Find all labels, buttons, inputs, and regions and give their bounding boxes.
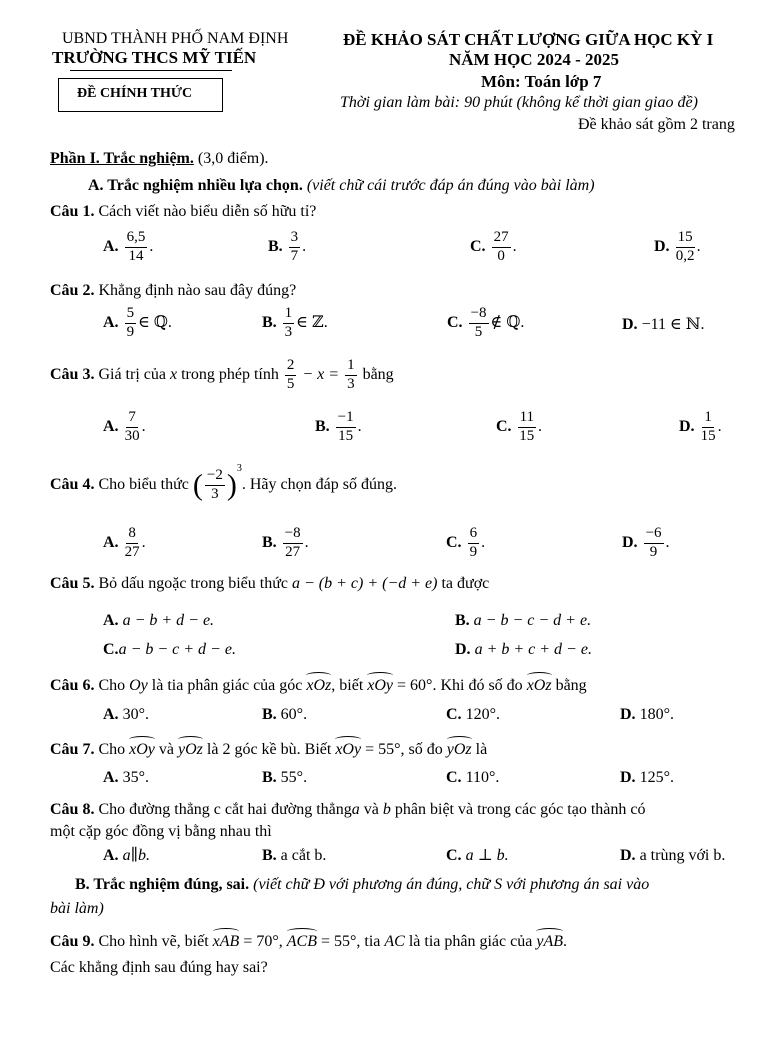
- denominator: 3: [284, 323, 293, 340]
- numerator: 1: [283, 306, 295, 324]
- q8-variable: b: [382, 801, 391, 818]
- denominator: 3: [211, 485, 219, 502]
- denominator: 0,2: [675, 247, 695, 264]
- section-b-heading: [75, 876, 649, 894]
- q8-variable: a: [351, 801, 360, 818]
- exponent: 3: [236, 463, 242, 474]
- numerator: 3: [289, 230, 301, 248]
- denominator: 14: [128, 247, 144, 264]
- option-text: a + b + c + d − e.: [474, 641, 592, 658]
- numerator: 7: [126, 410, 138, 428]
- option-letter: A.: [103, 417, 119, 435]
- q2-option-d: [622, 316, 704, 334]
- option-letter: A.: [103, 533, 119, 551]
- denominator: 9: [649, 543, 658, 560]
- option-letter: D.: [679, 417, 695, 435]
- q9-label: Câu 9.: [50, 933, 95, 950]
- option-text: 125°.: [639, 769, 674, 786]
- q2-option-b: [262, 306, 328, 341]
- q6-option-a: [103, 706, 149, 724]
- q5-expression: a − (b + c) + (−d + e): [291, 575, 438, 592]
- numerator: 6: [468, 526, 480, 544]
- option-letter: C.: [446, 533, 462, 551]
- q9-text: ,: [278, 933, 283, 950]
- section-a-heading: [88, 177, 595, 195]
- q9-line2: Các khẳng định sau đúng hay sai?: [50, 959, 268, 976]
- option-text: 120°.: [465, 706, 500, 723]
- page-count: Đề khảo sát gồm 2 trang: [578, 116, 735, 133]
- option-text: 55°.: [280, 769, 308, 786]
- numerator: −8: [469, 306, 489, 324]
- denominator: 15: [338, 427, 354, 444]
- option-letter: C.: [446, 769, 462, 786]
- q5-text: ta được: [441, 575, 490, 592]
- q7-text: và: [158, 741, 174, 758]
- q9-ray: AC: [384, 933, 405, 950]
- q2-stem: [50, 282, 296, 300]
- q9-text: là tia phân giác của: [408, 933, 533, 950]
- option-letter: A.: [103, 237, 119, 255]
- q1-option-d: D. $\frac{15}{0,2}$ .: [654, 229, 701, 264]
- angle: xOy: [335, 738, 361, 759]
- angle: yOz: [447, 738, 472, 759]
- option-letter: B.: [262, 706, 277, 723]
- q8-stem-line1: [50, 801, 645, 819]
- option-letter: B.: [262, 769, 277, 786]
- section-b-title: B. Trắc nghiệm đúng, sai.: [75, 876, 250, 893]
- part1-heading: [50, 150, 269, 168]
- q5-option-c: [103, 641, 236, 659]
- q4-label: Câu 4.: [50, 476, 95, 493]
- option-letter: D.: [455, 641, 471, 658]
- angle: xOy: [367, 674, 393, 695]
- q2-option-c: [447, 306, 524, 341]
- option-text: 180°.: [639, 706, 674, 723]
- q7-text: là 2 góc kề bù. Biết: [206, 741, 332, 758]
- q3-label: Câu 3.: [50, 365, 95, 383]
- q2-label: Câu 2.: [50, 282, 95, 299]
- q6-value: = 60°: [397, 677, 433, 694]
- q8-stem-line2: một cặp góc đồng vị bằng nhau thì: [50, 823, 272, 840]
- numerator: 5: [125, 306, 137, 324]
- q7-value: = 55°: [365, 741, 401, 758]
- option-text: a − b − c − d + e.: [473, 612, 592, 629]
- numerator: 15: [676, 230, 695, 248]
- option-letter: B.: [262, 313, 277, 331]
- relation: ∈ ℤ.: [296, 313, 328, 331]
- denominator: 0: [497, 247, 505, 264]
- q6-text: Cho: [98, 677, 126, 694]
- option-letter: B.: [268, 237, 283, 255]
- q5-option-a: [103, 612, 214, 630]
- q3-option-a: A. $\frac{7}{30}$ .: [103, 409, 146, 444]
- q8-option-c: [446, 847, 509, 865]
- option-text: a∥b.: [122, 847, 150, 864]
- angle: ACB: [287, 930, 317, 951]
- option-letter: D.: [620, 769, 636, 786]
- q3-option-d: D. $\frac{1}{15}$ .: [679, 409, 722, 444]
- section-b-note-cont: bài làm): [50, 900, 104, 917]
- q7-label: Câu 7.: [50, 741, 95, 758]
- option-text: a cắt b.: [280, 847, 327, 864]
- option-letter: B.: [455, 612, 470, 629]
- q9-value: = 70°: [243, 933, 279, 950]
- q9-stem: [50, 930, 567, 951]
- q6-label: Câu 6.: [50, 677, 95, 694]
- q8-text: Cho đường thẳng c cắt hai đường thẳng: [98, 801, 352, 818]
- denominator: 9: [126, 323, 135, 340]
- q1-stem: [50, 203, 316, 221]
- q6-text: là tia phân giác của góc: [151, 677, 303, 694]
- q4-stem: [50, 463, 397, 503]
- denominator: 5: [286, 375, 295, 392]
- option-text: 110°.: [465, 769, 500, 786]
- denominator: 15: [700, 427, 716, 444]
- left-paren: (: [192, 468, 203, 502]
- option-letter: A.: [103, 847, 119, 864]
- part1-points: (3,0 điểm).: [197, 150, 269, 167]
- q7-stem: [50, 738, 487, 759]
- exam-time: Thời gian làm bài: 90 phút (không kể thời gian giao đề): [340, 94, 698, 111]
- q2-text: Khẳng định nào sau đây đúng?: [98, 282, 297, 299]
- relation: ∉ ℚ.: [490, 313, 525, 331]
- district-name: UBND THÀNH PHỐ NAM ĐỊNH: [62, 30, 289, 47]
- q4-option-a: A. $\frac{8}{27}$ .: [103, 525, 146, 560]
- q5-stem: [50, 575, 489, 593]
- denominator: 30: [124, 427, 140, 444]
- option-letter: C.: [446, 847, 462, 864]
- q4-text: . Hãy chọn đáp số đúng.: [241, 476, 397, 493]
- angle: yOz: [178, 738, 203, 759]
- option-letter: C.: [496, 417, 512, 435]
- q3-text: bằng: [362, 365, 394, 383]
- q7-option-b: [262, 769, 307, 787]
- q1-option-c: C. $\frac{27}{0}$ .: [470, 229, 517, 264]
- q1-label: Câu 1.: [50, 203, 95, 220]
- option-letter: B.: [262, 847, 277, 864]
- angle: xOy: [129, 738, 155, 759]
- numerator: −2: [205, 468, 225, 486]
- q7-option-a: [103, 769, 149, 787]
- q5-text: Bỏ dấu ngoặc trong biểu thức: [98, 575, 288, 592]
- q8-text: và: [363, 801, 379, 818]
- q3-text: trong phép tính: [181, 365, 279, 383]
- option-letter: B.: [262, 533, 277, 551]
- q5-option-d: [455, 641, 592, 659]
- option-letter: A.: [103, 706, 119, 723]
- option-text: a trùng với b.: [639, 847, 726, 864]
- numerator: −1: [336, 410, 356, 428]
- option-letter: C.: [446, 706, 462, 723]
- exam-title: ĐỀ KHẢO SÁT CHẤT LƯỢNG GIỮA HỌC KỲ I: [343, 30, 714, 49]
- q3-expression: − x =: [302, 365, 340, 383]
- official-badge: ĐỀ CHÍNH THỨC: [77, 86, 193, 101]
- option-letter: C.: [103, 641, 119, 658]
- numerator: 1: [345, 358, 357, 376]
- q1-text: Cách viết nào biểu diễn số hữu tỉ?: [98, 203, 317, 220]
- q6-option-c: [446, 706, 500, 724]
- relation: ∈ ℚ.: [138, 313, 172, 331]
- q9-value: = 55°: [320, 933, 357, 950]
- numerator: −8: [283, 526, 303, 544]
- section-a-note: (viết chữ cái trước đáp án đúng vào bài làm): [306, 177, 595, 194]
- q4-option-d: D. $\frac{-6}{9}$ .: [622, 525, 670, 560]
- q7-text: là: [475, 741, 488, 758]
- option-letter: D.: [620, 706, 636, 723]
- right-paren: ): [226, 468, 237, 502]
- q8-option-b: [262, 847, 326, 865]
- numerator: 1: [702, 410, 714, 428]
- angle: xAB: [213, 930, 240, 951]
- q9-text: , tia: [356, 933, 381, 950]
- option-text: 30°.: [122, 706, 149, 723]
- numerator: −6: [644, 526, 664, 544]
- q7-text: Cho: [98, 741, 126, 758]
- q8-option-d: [620, 847, 725, 865]
- option-text: a − b − c + d − e.: [118, 641, 236, 658]
- section-b-note: (viết chữ Đ với phương án đúng, chữ S với phương án sai vào: [253, 876, 650, 893]
- option-letter: D.: [622, 533, 638, 551]
- q8-label: Câu 8.: [50, 801, 95, 818]
- q4-text: Cho biểu thức: [98, 476, 189, 493]
- numerator: 6,5: [125, 230, 148, 248]
- school-year: NĂM HỌC 2024 - 2025: [449, 50, 619, 69]
- school-underline: [70, 70, 232, 71]
- option-letter: C.: [447, 313, 463, 331]
- q6-text: , biết: [331, 677, 364, 694]
- option-text: 35°.: [122, 769, 149, 786]
- option-letter: C.: [470, 237, 486, 255]
- q3-option-b: B. $\frac{-1}{15}$ .: [315, 409, 362, 444]
- q8-text: phân biệt và trong các góc tạo thành có: [394, 801, 646, 818]
- school-name: TRƯỜNG THCS MỸ TIẾN: [52, 48, 257, 67]
- q5-label: Câu 5.: [50, 575, 95, 592]
- option-text: a ⊥ b.: [465, 847, 509, 864]
- q3-option-c: C. $\frac{11}{15}$ .: [496, 409, 543, 444]
- q7-text: , số đo: [400, 741, 443, 758]
- q8-option-a: [103, 847, 150, 865]
- option-text: −11 ∈ ℕ.: [641, 316, 705, 333]
- option-text: a − b + d − e.: [122, 612, 215, 629]
- option-letter: B.: [315, 417, 330, 435]
- q1-option-a: A. $\frac{6,5}{14}$ .: [103, 229, 154, 264]
- q6-text: bằng: [555, 677, 587, 694]
- denominator: 7: [290, 247, 299, 264]
- part1-title: Phần I. Trắc nghiệm.: [50, 150, 194, 167]
- angle: yAB: [536, 930, 563, 951]
- denominator: 3: [347, 375, 355, 392]
- q6-ray: Oy: [129, 677, 148, 694]
- option-letter: A.: [103, 612, 119, 629]
- numerator: 11: [518, 410, 536, 428]
- q6-stem: [50, 674, 587, 695]
- q3-stem: [50, 358, 394, 393]
- denominator: 27: [285, 543, 301, 560]
- denominator: 27: [124, 543, 140, 560]
- q3-text: Giá trị của: [98, 365, 166, 383]
- numerator: 27: [492, 230, 511, 248]
- angle: xOz: [306, 674, 331, 695]
- q6-option-b: [262, 706, 307, 724]
- option-letter: D.: [620, 847, 636, 864]
- option-letter: D.: [622, 316, 638, 333]
- q6-text: . Khi đó số đo: [432, 677, 523, 694]
- numerator: 2: [285, 358, 297, 376]
- numerator: 8: [126, 526, 138, 544]
- q6-option-d: [620, 706, 674, 724]
- q4-option-b: B. $\frac{-8}{27}$ .: [262, 525, 309, 560]
- denominator: 5: [474, 323, 483, 340]
- q7-option-d: [620, 769, 674, 787]
- option-letter: D.: [654, 237, 670, 255]
- q1-option-b: B. $\frac{3}{7}$ .: [268, 229, 307, 264]
- angle: xOz: [527, 674, 552, 695]
- subject: Môn: Toán lớp 7: [481, 72, 602, 91]
- option-letter: A.: [103, 769, 119, 786]
- option-letter: A.: [103, 313, 119, 331]
- q9-text: .: [563, 933, 567, 950]
- q2-option-a: [103, 306, 172, 341]
- q4-option-c: C. $\frac{6}{9}$ .: [446, 525, 486, 560]
- denominator: 15: [519, 427, 535, 444]
- section-a-title: A. Trắc nghiệm nhiều lựa chọn.: [88, 177, 303, 194]
- q9-text: Cho hình vẽ, biết: [98, 933, 209, 950]
- option-text: 60°.: [280, 706, 308, 723]
- denominator: 9: [469, 543, 478, 560]
- q5-option-b: [455, 612, 591, 630]
- q3-variable: x: [169, 365, 178, 383]
- q7-option-c: [446, 769, 499, 787]
